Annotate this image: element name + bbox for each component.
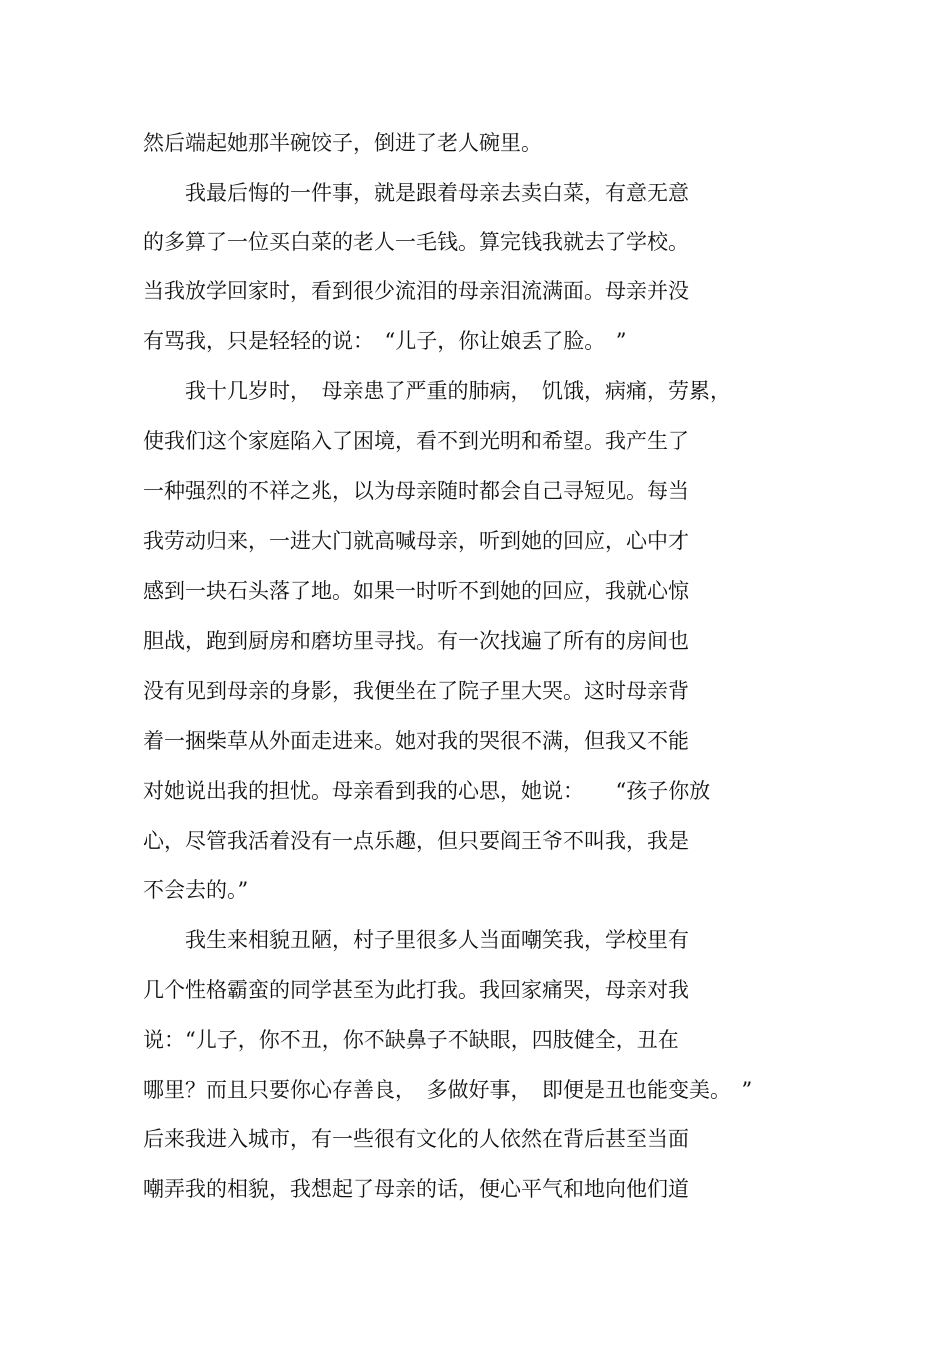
text-line: 心，尽管我活着没有一点乐趣，但只要阎王爷不叫我，我是	[143, 829, 689, 853]
text-line: 没有见到母亲的身影，我便坐在了院子里大哭。这时母亲背	[143, 679, 689, 703]
text-line: 然后端起她那半碗饺子，倒进了老人碗里。	[143, 131, 542, 155]
text-line: 使我们这个家庭陷入了困境，看不到光明和希望。我产生了	[143, 429, 689, 453]
text-line: 哪里？而且只要你心存善良， 多做好事， 即便是丑也能变美。 ”	[143, 1078, 753, 1102]
text-line: 对她说出我的担忧。母亲看到我的心思，她说： “孩子你放	[143, 779, 711, 803]
text-line: 不会去的。”	[143, 878, 249, 902]
text-line: 胆战，跑到厨房和磨坊里寻找。有一次找遍了所有的房间也	[143, 629, 689, 653]
text-line: 感到一块石头落了地。如果一时听不到她的回应，我就心惊	[143, 579, 689, 603]
text-line: 当我放学回家时，看到很少流泪的母亲泪流满面。母亲并没	[143, 279, 689, 303]
text-line: 一种强烈的不祥之兆，以为母亲随时都会自己寻短见。每当	[143, 479, 689, 503]
text-line: 说：“儿子，你不丑，你不缺鼻子不缺眼，四肢健全，丑在	[143, 1028, 679, 1052]
text-line: 我最后悔的一件事，就是跟着母亲去卖白菜，有意无意	[143, 181, 689, 205]
text-line: 有骂我，只是轻轻的说： “儿子，你让娘丢了脸。 ”	[143, 329, 627, 353]
text-line: 几个性格霸蛮的同学甚至为此打我。我回家痛哭，母亲对我	[143, 978, 689, 1002]
text-line: 嘲弄我的相貌，我想起了母亲的话，便心平气和地向他们道	[143, 1177, 689, 1201]
text-line: 我生来相貌丑陋，村子里很多人当面嘲笑我，学校里有	[143, 928, 689, 952]
text-line: 的多算了一位买白菜的老人一毛钱。算完钱我就去了学校。	[143, 230, 689, 254]
text-line: 着一捆柴草从外面走进来。她对我的哭很不满，但我又不能	[143, 729, 689, 753]
text-line: 我劳动归来，一进大门就高喊母亲，听到她的回应，心中才	[143, 529, 689, 553]
text-line: 我十几岁时， 母亲患了严重的肺病， 饥饿，病痛，劳累，	[143, 379, 731, 403]
text-line: 后来我进入城市，有一些很有文化的人依然在背后甚至当面	[143, 1127, 689, 1151]
